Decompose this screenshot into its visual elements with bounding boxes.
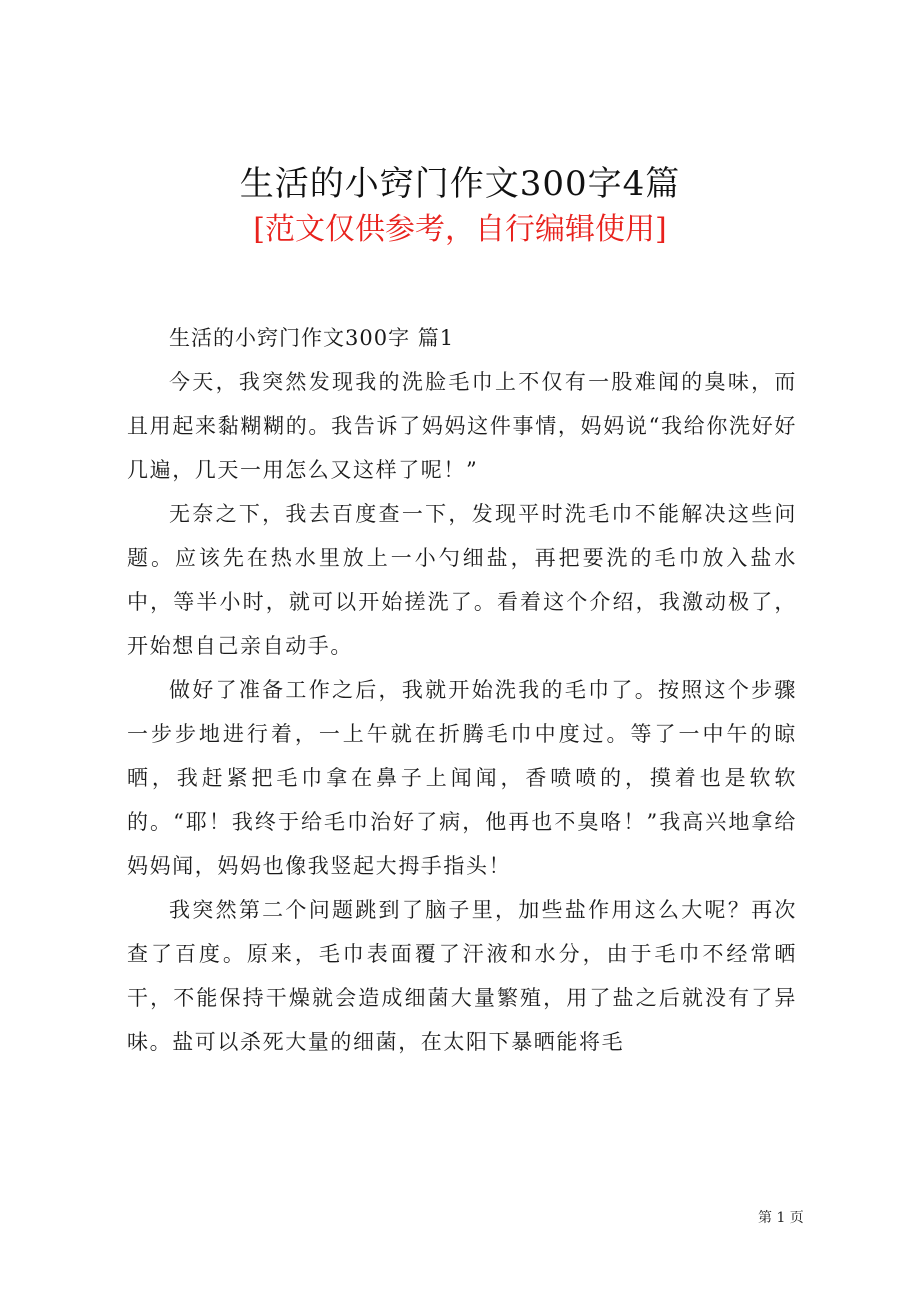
document-body xyxy=(127,316,797,1064)
page-number: 第 1 页 xyxy=(758,1210,804,1226)
paragraph-4: 我突然第二个问题跳到了脑子里，加些盐作用这么大呢？再次查了百度。原来，毛巾表面覆了汗液和水分，由于毛巾不经常晒干，不能保持干燥就会造成细菌大量繁殖，用了盐之后就没有了异味。盐可以杀死大量的细菌，在太阳下暴晒能将毛 xyxy=(127,898,797,1054)
section-heading: 生活的小窍门作文300字 篇1 xyxy=(169,326,455,350)
document-subtitle: [范文仅供参考，自行编辑使用] xyxy=(253,212,667,247)
paragraph-2: 无奈之下，我去百度查一下，发现平时洗毛巾不能解决这些问题。应该先在热水里放上一小勺细盐，再把要洗的毛巾放入盐水中，等半小时，就可以开始搓洗了。看着这个介绍，我激动极了，开始想自己亲自动手。 xyxy=(127,502,797,658)
document-title: 生活的小窍门作文300字4篇 xyxy=(239,164,681,204)
paragraph-3: 做好了准备工作之后，我就开始洗我的毛巾了。按照这个步骤一步步地进行着，一上午就在折腾毛巾中度过。等了一中午的晾晒，我赶紧把毛巾拿在鼻子上闻闻，香喷喷的，摸着也是软软的。“耶！我终于给毛巾治好了病，他再也不臭咯！”我高兴地拿给妈妈闻，妈妈也像我竖起大拇手指头！ xyxy=(127,678,797,878)
paragraph-1: 今天，我突然发现我的洗脸毛巾上不仅有一股难闻的臭味，而且用起来黏糊糊的。我告诉了妈妈这件事情，妈妈说“我给你洗好好几遍，几天一用怎么又这样了呢！” xyxy=(127,370,797,482)
